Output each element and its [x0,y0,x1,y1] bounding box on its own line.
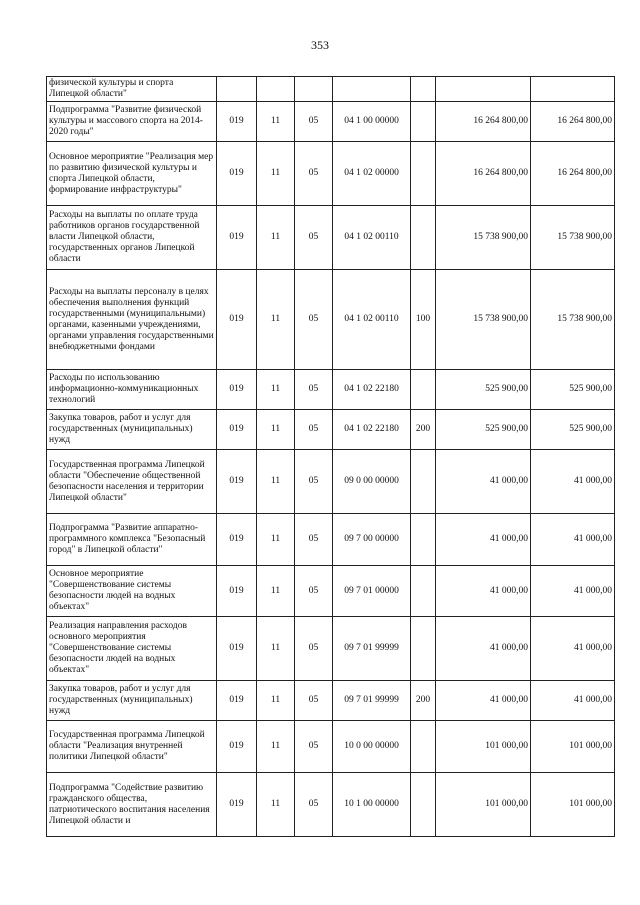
row-target-article-cell [333,77,411,102]
table-row [47,270,615,370]
row-name-cell: Расходы на выплаты персоналу в целях обеспечения выполнения функций государственными (муниципальными) органами, казенными учреждениями, органами управления государственными внебюджетными фондами [47,270,217,370]
row-expense-type-cell [411,773,436,837]
row-section-cell: 11 [257,206,295,270]
row-expense-type-cell: 200 [411,681,436,721]
row-amount-2-cell: 41 000,00 [531,681,615,721]
row-amount-2-cell: 41 000,00 [531,617,615,681]
row-section-cell: 11 [257,370,295,410]
row-amount-1-cell: 15 738 900,00 [436,206,531,270]
row-expense-type-cell [411,370,436,410]
row-name-cell: Основное мероприятие "Совершенствование системы безопасности людей на водных объектах" [47,566,217,617]
row-target-article-cell: 09 7 01 00000 [333,566,411,617]
row-amount-1-cell: 16 264 800,00 [436,142,531,206]
table-row [47,450,615,514]
row-target-article-cell: 04 1 02 00000 [333,142,411,206]
row-amount-2-cell: 16 264 800,00 [531,142,615,206]
row-ved-cell: 019 [217,370,257,410]
table-row [47,773,615,837]
row-target-article-cell: 04 1 02 00110 [333,270,411,370]
row-name-cell: Расходы на выплаты по оплате труда работников органов государственной власти Липецкой области, государственных органов Липецкой области [47,206,217,270]
row-section-cell: 11 [257,410,295,450]
row-subsection-cell: 05 [295,102,333,142]
row-target-article-cell: 09 7 01 99999 [333,681,411,721]
row-ved-cell [217,77,257,102]
row-subsection-cell: 05 [295,681,333,721]
row-section-cell: 11 [257,681,295,721]
row-amount-1-cell: 41 000,00 [436,514,531,566]
row-subsection-cell: 05 [295,370,333,410]
row-ved-cell: 019 [217,773,257,837]
table-row [47,206,615,270]
budget-table [46,76,615,837]
row-ved-cell: 019 [217,270,257,370]
table-row [47,410,615,450]
row-expense-type-cell [411,206,436,270]
row-section-cell: 11 [257,566,295,617]
row-expense-type-cell [411,450,436,514]
page-number: 353 [311,38,329,52]
row-amount-1-cell: 525 900,00 [436,370,531,410]
table-row [47,681,615,721]
row-amount-1-cell: 15 738 900,00 [436,270,531,370]
row-section-cell: 11 [257,142,295,206]
row-subsection-cell: 05 [295,566,333,617]
row-ved-cell: 019 [217,681,257,721]
row-subsection-cell: 05 [295,721,333,773]
row-amount-1-cell: 101 000,00 [436,721,531,773]
row-target-article-cell: 09 7 01 99999 [333,617,411,681]
row-ved-cell: 019 [217,142,257,206]
row-name-cell: Основное мероприятие "Реализация мер по развитию физической культуры и спорта Липецкой области, формирование инфраструктуры" [47,142,217,206]
row-expense-type-cell: 200 [411,410,436,450]
row-expense-type-cell [411,721,436,773]
row-amount-2-cell: 41 000,00 [531,566,615,617]
row-amount-1-cell: 41 000,00 [436,617,531,681]
row-section-cell: 11 [257,721,295,773]
row-amount-2-cell: 525 900,00 [531,370,615,410]
row-ved-cell: 019 [217,102,257,142]
row-subsection-cell: 05 [295,270,333,370]
row-subsection-cell: 05 [295,410,333,450]
row-subsection-cell [295,77,333,102]
row-section-cell: 11 [257,514,295,566]
row-ved-cell: 019 [217,410,257,450]
row-amount-2-cell: 15 738 900,00 [531,270,615,370]
row-ved-cell: 019 [217,721,257,773]
row-name-cell: Расходы по использованию информационно-коммуникационных технологий [47,370,217,410]
row-section-cell: 11 [257,270,295,370]
row-subsection-cell: 05 [295,450,333,514]
table-row [47,514,615,566]
row-ved-cell: 019 [217,617,257,681]
table-row [47,142,615,206]
row-section-cell: 11 [257,102,295,142]
row-target-article-cell: 04 1 00 00000 [333,102,411,142]
row-name-cell: Подпрограмма "Содействие развитию гражданского общества, патриотического воспитания населения Липецкой области и [47,773,217,837]
table-row [47,102,615,142]
row-ved-cell: 019 [217,206,257,270]
table-row [47,370,615,410]
row-amount-1-cell: 41 000,00 [436,681,531,721]
row-name-cell: Закупка товаров, работ и услуг для государственных (муниципальных) нужд [47,410,217,450]
row-amount-1-cell [436,77,531,102]
row-name-cell: Реализация направления расходов основного мероприятия "Совершенствование системы безопасности людей на водных объектах" [47,617,217,681]
row-amount-2-cell: 101 000,00 [531,721,615,773]
row-ved-cell: 019 [217,450,257,514]
row-amount-2-cell: 15 738 900,00 [531,206,615,270]
row-name-cell: Подпрограмма "Развитие физической культуры и массового спорта на 2014-2020 годы" [47,102,217,142]
row-ved-cell: 019 [217,566,257,617]
row-target-article-cell: 04 1 02 22180 [333,370,411,410]
row-subsection-cell: 05 [295,773,333,837]
row-subsection-cell: 05 [295,514,333,566]
row-amount-1-cell: 41 000,00 [436,450,531,514]
row-expense-type-cell [411,102,436,142]
row-name-cell: физической культуры и спорта Липецкой области" [47,77,217,102]
row-target-article-cell: 10 1 00 00000 [333,773,411,837]
table-row [47,566,615,617]
table-row [47,617,615,681]
row-name-cell: Государственная программа Липецкой области "Обеспечение общественной безопасности населения и территории Липецкой области" [47,450,217,514]
row-amount-1-cell: 101 000,00 [436,773,531,837]
row-subsection-cell: 05 [295,617,333,681]
row-target-article-cell: 04 1 02 00110 [333,206,411,270]
row-section-cell: 11 [257,450,295,514]
row-expense-type-cell [411,566,436,617]
row-amount-2-cell: 41 000,00 [531,514,615,566]
row-amount-2-cell: 101 000,00 [531,773,615,837]
row-name-cell: Подпрограмма "Развитие аппаратно-программного комплекса "Безопасный город" в Липецкой области" [47,514,217,566]
row-target-article-cell: 10 0 00 00000 [333,721,411,773]
row-name-cell: Закупка товаров, работ и услуг для государственных (муниципальных) нужд [47,681,217,721]
table-row [47,77,615,102]
row-subsection-cell: 05 [295,142,333,206]
row-amount-1-cell: 16 264 800,00 [436,102,531,142]
row-amount-2-cell: 525 900,00 [531,410,615,450]
row-amount-2-cell [531,77,615,102]
row-amount-2-cell: 16 264 800,00 [531,102,615,142]
row-section-cell: 11 [257,617,295,681]
table-row [47,721,615,773]
row-expense-type-cell [411,617,436,681]
row-target-article-cell: 09 7 00 00000 [333,514,411,566]
row-subsection-cell: 05 [295,206,333,270]
row-amount-1-cell: 41 000,00 [436,566,531,617]
row-expense-type-cell: 100 [411,270,436,370]
row-expense-type-cell [411,514,436,566]
row-section-cell [257,77,295,102]
row-target-article-cell: 09 0 00 00000 [333,450,411,514]
row-section-cell: 11 [257,773,295,837]
row-target-article-cell: 04 1 02 22180 [333,410,411,450]
row-ved-cell: 019 [217,514,257,566]
row-name-cell: Государственная программа Липецкой области "Реализация внутренней политики Липецкой области" [47,721,217,773]
row-amount-1-cell: 525 900,00 [436,410,531,450]
row-expense-type-cell [411,77,436,102]
row-expense-type-cell [411,142,436,206]
row-amount-2-cell: 41 000,00 [531,450,615,514]
